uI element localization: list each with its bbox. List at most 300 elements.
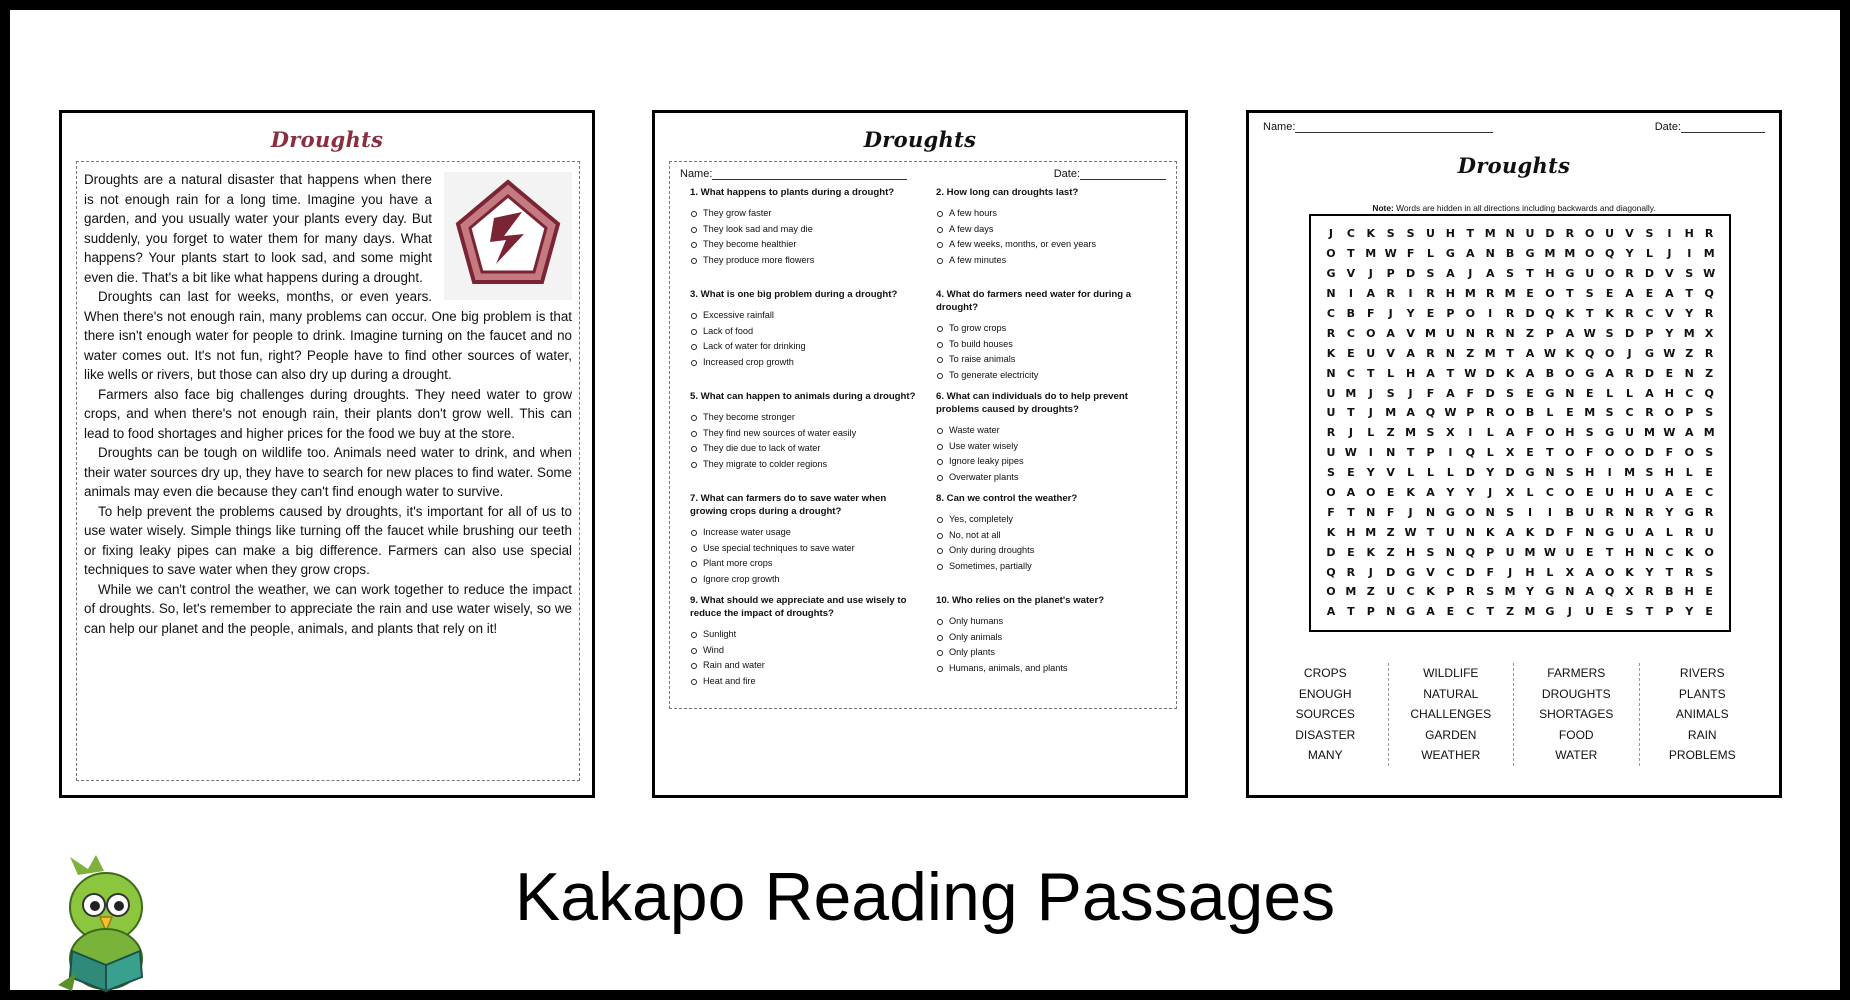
- grid-letter: O: [1585, 227, 1595, 241]
- grid-letter: I: [1448, 446, 1453, 460]
- grid-letter: Q: [1604, 585, 1615, 599]
- passage-paragraph: Droughts can last for weeks, months, or even years. When there's not enough rain, many problems can occur. One big problem is that there isn't enough water for people to drink. Imagine turning on the faucet and no water comes out. It's not fun, right? People have to find other sources of water, like wells or rivers, but those can also dry up during a drought.: [84, 289, 572, 382]
- grid-letter: O: [1664, 406, 1675, 420]
- answer-option: They migrate to colder regions: [690, 457, 920, 473]
- grid-letter: P: [1486, 545, 1495, 559]
- grid-letter: T: [1685, 287, 1694, 301]
- grid-letter: X: [1704, 326, 1714, 340]
- grid-row: [1321, 363, 1719, 383]
- grid-letter: R: [1386, 287, 1395, 301]
- grid-letter: X: [1446, 426, 1455, 440]
- brand-title: Kakapo Reading Passages: [514, 859, 1336, 935]
- grid-letter: M: [1544, 247, 1556, 261]
- word-item: SHORTAGES: [1539, 707, 1614, 722]
- grid-letter: N: [1684, 366, 1694, 380]
- grid-letter: N: [1505, 326, 1515, 340]
- grid-letter: R: [1565, 227, 1575, 241]
- answer-option: Rain and water: [690, 658, 920, 674]
- grid-letter: D: [1525, 307, 1535, 320]
- quiz-name-label: Name:: [680, 168, 713, 180]
- grid-letter: Y: [1665, 505, 1674, 519]
- quiz-name-date-row: [680, 168, 1166, 180]
- grid-letter: H: [1545, 267, 1555, 281]
- grid-letter: L: [1486, 446, 1494, 460]
- grid-letter: C: [1346, 366, 1355, 380]
- word-item: GARDEN: [1425, 727, 1477, 742]
- grid-letter: S: [1506, 386, 1515, 400]
- grid-letter: Q: [1465, 446, 1475, 460]
- grid-letter: M: [1345, 386, 1357, 400]
- grid-letter: J: [1368, 267, 1373, 281]
- grid-letter: F: [1486, 565, 1494, 579]
- word-item: FOOD: [1558, 727, 1594, 742]
- grid-letter: N: [1565, 386, 1575, 400]
- answer-option: To generate electricity: [936, 368, 1166, 384]
- grid-letter: J: [1368, 386, 1373, 400]
- grid-letter: H: [1585, 466, 1595, 480]
- answer-option: They die due to lack of water: [690, 441, 920, 457]
- drought-logo-image: [444, 172, 572, 300]
- grid-letter: M: [1643, 426, 1655, 440]
- grid-row: [1321, 403, 1719, 423]
- answer-option: Ignore leaky pipes: [936, 454, 1166, 470]
- grid-letter: E: [1585, 386, 1594, 400]
- answer-options: [690, 206, 920, 269]
- grid-letter: R: [1685, 565, 1694, 579]
- grid-letter: K: [1426, 585, 1435, 599]
- grid-letter: P: [1446, 585, 1455, 599]
- passage-paragraph: While we can't control the weather, we can work together to reduce the impact of droughts. So, let's remember to appreciate the rain and use water wisely, so we can help our planet and the people, animals, and plants that rely on it!: [84, 581, 572, 636]
- grid-letter: J: [1368, 565, 1373, 579]
- grid-letter: D: [1326, 545, 1336, 559]
- grid-letter: V: [1386, 466, 1395, 480]
- grid-letter: E: [1347, 545, 1355, 559]
- grid-letter: U: [1605, 486, 1615, 500]
- grid-letter: S: [1486, 585, 1495, 599]
- date-line: [1681, 132, 1765, 133]
- grid-letter: H: [1405, 366, 1416, 380]
- word-column: [1514, 663, 1640, 766]
- grid-letter: V: [1406, 326, 1415, 340]
- grid-row: [1321, 443, 1719, 463]
- grid-letter: I: [1607, 466, 1612, 480]
- grid-letter: D: [1624, 326, 1635, 340]
- grid-letter: Y: [1665, 326, 1674, 340]
- quiz-question: [690, 492, 920, 594]
- grid-letter: M: [1464, 287, 1476, 301]
- answer-option: Plant more crops: [690, 556, 920, 572]
- grid-letter: U: [1386, 585, 1396, 599]
- grid-letter: R: [1426, 287, 1435, 301]
- grid-letter: I: [1667, 227, 1672, 241]
- grid-letter: K: [1565, 307, 1575, 320]
- grid-letter: L: [1387, 366, 1395, 380]
- grid-letter: M: [1564, 247, 1576, 261]
- answer-option: Only humans: [936, 614, 1166, 630]
- answer-option: Humans, animals, and plants: [936, 661, 1166, 677]
- grid-letter: C: [1326, 307, 1335, 320]
- grid-letter: Z: [1386, 426, 1395, 440]
- answer-option: Only during droughts: [936, 543, 1166, 559]
- grid-letter: Z: [1506, 605, 1515, 619]
- grid-letter: S: [1386, 227, 1395, 241]
- wordsearch-note: [1249, 203, 1779, 213]
- grid-letter: D: [1644, 366, 1655, 380]
- grid-letter: G: [1525, 247, 1535, 261]
- grid-letter: V: [1665, 267, 1674, 281]
- grid-letter: M: [1345, 585, 1357, 599]
- grid-letter: A: [1505, 426, 1515, 440]
- word-item: PROBLEMS: [1668, 748, 1736, 763]
- grid-letter: D: [1406, 267, 1416, 281]
- grid-letter: F: [1466, 386, 1475, 400]
- quiz-question: [936, 186, 1166, 288]
- grid-letter: I: [1348, 287, 1353, 301]
- grid-row: [1321, 602, 1719, 622]
- grid-letter: S: [1585, 426, 1594, 440]
- grid-letter: A: [1446, 267, 1455, 281]
- grid-letter: U: [1625, 525, 1635, 539]
- question-text: 3. What is one big problem during a drought?: [690, 289, 898, 300]
- grid-letter: F: [1327, 505, 1335, 519]
- grid-row: [1321, 343, 1719, 363]
- word-item: DISASTER: [1295, 727, 1356, 742]
- grid-letter: Q: [1704, 287, 1714, 301]
- grid-letter: U: [1704, 525, 1714, 539]
- grid-letter: C: [1625, 406, 1634, 420]
- word-item: FARMERS: [1547, 666, 1606, 680]
- quiz-question: [690, 186, 920, 288]
- grid-letter: O: [1545, 287, 1555, 301]
- grid-letter: T: [1566, 287, 1574, 301]
- grid-letter: N: [1445, 346, 1455, 360]
- grid-letter: C: [1665, 545, 1674, 559]
- grid-letter: X: [1505, 446, 1515, 460]
- answer-option: A few days: [936, 222, 1166, 238]
- grid-letter: K: [1485, 525, 1495, 539]
- grid-letter: E: [1526, 446, 1534, 460]
- grid-letter: Z: [1526, 326, 1534, 340]
- grid-letter: J: [1627, 346, 1632, 360]
- quiz-question: [690, 288, 920, 390]
- grid-letter: E: [1386, 486, 1395, 500]
- grid-letter: D: [1644, 267, 1655, 281]
- passage-text: [84, 170, 572, 638]
- grid-letter: U: [1585, 605, 1595, 619]
- grid-letter: A: [1326, 605, 1336, 619]
- grid-letter: W: [1663, 346, 1676, 360]
- grid-letter: G: [1545, 605, 1555, 619]
- grid-letter: N: [1326, 287, 1336, 301]
- grid-letter: B: [1346, 307, 1356, 320]
- grid-letter: M: [1703, 247, 1715, 261]
- grid-letter: L: [1446, 466, 1454, 480]
- grid-letter: E: [1705, 605, 1713, 619]
- grid-letter: B: [1545, 366, 1555, 380]
- grid-row: [1321, 284, 1719, 304]
- answer-options: [690, 410, 920, 473]
- grid-row: [1321, 463, 1719, 483]
- grid-letter: S: [1685, 267, 1694, 281]
- word-item: RAIN: [1687, 727, 1717, 742]
- grid-letter: S: [1426, 267, 1435, 281]
- quiz-box: [669, 161, 1177, 709]
- word-item: DROUGHTS: [1541, 686, 1611, 701]
- grid-letter: L: [1665, 525, 1673, 539]
- grid-letter: E: [1665, 366, 1674, 380]
- grid-letter: O: [1326, 486, 1336, 500]
- grid-letter: L: [1685, 466, 1693, 480]
- grid-letter: U: [1585, 505, 1595, 519]
- grid-letter: N: [1386, 446, 1396, 460]
- grid-letter: O: [1366, 486, 1376, 500]
- grid-letter: O: [1684, 446, 1694, 460]
- grid-letter: Y: [1406, 307, 1415, 320]
- grid-letter: P: [1366, 605, 1375, 619]
- grid-letter: O: [1505, 406, 1515, 420]
- answer-option: A few hours: [936, 206, 1166, 222]
- grid-letter: T: [1367, 366, 1375, 380]
- grid-letter: M: [1703, 426, 1715, 440]
- grid-letter: C: [1346, 326, 1355, 340]
- grid-letter: E: [1585, 545, 1594, 559]
- grid-letter: A: [1366, 287, 1376, 301]
- grid-letter: G: [1545, 585, 1555, 599]
- grid-letter: W: [1464, 366, 1477, 380]
- quiz-title: Droughts: [863, 127, 977, 152]
- grid-letter: H: [1624, 486, 1635, 500]
- grid-letter: C: [1446, 565, 1455, 579]
- grid-letter: K: [1366, 545, 1376, 559]
- grid-letter: R: [1704, 505, 1714, 519]
- question-text: 6. What can individuals do to help prevent problems caused by droughts?: [936, 391, 1128, 415]
- grid-letter: S: [1705, 565, 1714, 579]
- grid-letter: T: [1585, 307, 1594, 320]
- grid-letter: P: [1426, 446, 1435, 460]
- grid-letter: P: [1446, 307, 1455, 320]
- grid-letter: O: [1565, 446, 1575, 460]
- word-item: PLANTS: [1678, 686, 1726, 701]
- grid-letter: S: [1705, 406, 1714, 420]
- grid-letter: F: [1367, 307, 1375, 320]
- grid-letter: I: [1488, 307, 1493, 320]
- grid-letter: Q: [1326, 565, 1336, 579]
- grid-letter: R: [1485, 326, 1495, 340]
- grid-row: [1321, 542, 1719, 562]
- grid-letter: U: [1366, 346, 1376, 360]
- grid-letter: W: [1583, 326, 1596, 340]
- grid-letter: K: [1625, 565, 1634, 579]
- grid-letter: C: [1645, 307, 1654, 320]
- grid-letter: F: [1406, 247, 1415, 261]
- grid-letter: W: [1384, 247, 1397, 261]
- grid-row: [1321, 304, 1719, 324]
- grid-letter: N: [1505, 227, 1515, 241]
- grid-letter: Y: [1526, 585, 1534, 599]
- grid-letter: V: [1346, 267, 1356, 281]
- grid-letter: E: [1605, 287, 1614, 301]
- grid-letter: J: [1667, 247, 1672, 261]
- grid-letter: O: [1604, 565, 1615, 579]
- grid-letter: T: [1645, 605, 1654, 619]
- grid-letter: N: [1386, 605, 1396, 619]
- grid-letter: H: [1664, 386, 1674, 400]
- grid-letter: A: [1386, 326, 1395, 340]
- answer-option: Use special techniques to save water: [690, 541, 920, 557]
- answer-options: [690, 525, 920, 588]
- grid-letter: A: [1665, 486, 1674, 500]
- grid-letter: N: [1465, 326, 1475, 340]
- grid-letter: I: [1408, 287, 1413, 301]
- grid-letter: K: [1685, 545, 1694, 559]
- grid-letter: Q: [1545, 307, 1555, 320]
- grid-letter: A: [1406, 406, 1415, 420]
- grid-letter: M: [1405, 426, 1417, 440]
- grid-letter: V: [1625, 227, 1634, 241]
- word-item: MANY: [1307, 748, 1343, 763]
- question-text: 5. What can happen to animals during a drought?: [690, 391, 916, 402]
- grid-letter: E: [1705, 466, 1713, 480]
- grid-letter: C: [1705, 486, 1714, 500]
- grid-letter: J: [1328, 227, 1333, 241]
- grid-letter: J: [1468, 267, 1473, 281]
- grid-letter: S: [1426, 545, 1435, 559]
- note-label: Note:: [1372, 203, 1394, 213]
- grid-letter: L: [1486, 426, 1494, 440]
- grid-letter: E: [1645, 287, 1654, 301]
- grid-letter: O: [1604, 446, 1615, 460]
- word-item: RIVERS: [1679, 666, 1725, 680]
- grid-letter: X: [1625, 585, 1634, 599]
- grid-letter: Y: [1486, 466, 1495, 480]
- grid-letter: M: [1484, 227, 1496, 241]
- grid-letter: A: [1585, 565, 1594, 579]
- word-item: ANIMALS: [1675, 707, 1729, 722]
- grid-letter: G: [1406, 605, 1416, 619]
- passage-paragraph: Droughts are a natural disaster that happens when there is not enough rain for a long time. Imagine you have a garden, and you usually water your plants every day. But suddenly, you forget to water them for many days. What happens? Your plants start to look sad, and some might even die. That's a bit like what happens during a drought.: [84, 172, 432, 285]
- answer-option: Waste water: [936, 423, 1166, 439]
- grid-letter: E: [1585, 486, 1594, 500]
- answer-option: Use water wisely: [936, 439, 1166, 455]
- answer-option: They find new sources of water easily: [690, 426, 920, 442]
- grid-letter: L: [1367, 426, 1375, 440]
- grid-letter: M: [1365, 247, 1377, 261]
- grid-letter: S: [1645, 227, 1654, 241]
- grid-letter: Q: [1425, 406, 1436, 420]
- grid-letter: A: [1426, 486, 1435, 500]
- grid-letter: O: [1604, 267, 1615, 281]
- grid-letter: G: [1326, 267, 1336, 281]
- grid-letter: R: [1485, 406, 1495, 420]
- answer-option: They become healthier: [690, 237, 920, 253]
- grid-letter: E: [1605, 605, 1614, 619]
- grid-letter: O: [1465, 505, 1475, 519]
- passage-title: Droughts: [270, 127, 384, 152]
- grid-row: [1321, 582, 1719, 602]
- grid-letter: H: [1565, 426, 1575, 440]
- grid-letter: V: [1426, 565, 1435, 579]
- grid-letter: J: [1567, 605, 1572, 619]
- grid-letter: T: [1605, 545, 1614, 559]
- grid-letter: W: [1543, 346, 1556, 360]
- grid-letter: T: [1347, 247, 1355, 261]
- wordsearch-name-label: Name:: [1263, 121, 1296, 133]
- answer-option: Sunlight: [690, 627, 920, 643]
- answer-option: Increase water usage: [690, 525, 920, 541]
- grid-letter: E: [1446, 605, 1455, 619]
- grid-letter: D: [1644, 446, 1655, 460]
- answer-option: They look sad and may die: [690, 222, 920, 238]
- grid-letter: M: [1524, 545, 1536, 559]
- answer-option: Heat and fire: [690, 674, 920, 690]
- grid-letter: G: [1565, 267, 1575, 281]
- grid-letter: E: [1705, 585, 1713, 599]
- grid-letter: X: [1565, 565, 1575, 579]
- question-text: 10. Who relies on the planet's water?: [936, 595, 1105, 606]
- grid-letter: K: [1326, 525, 1336, 539]
- grid-letter: J: [1388, 307, 1393, 320]
- grid-letter: U: [1644, 486, 1654, 500]
- grid-letter: D: [1465, 565, 1475, 579]
- grid-letter: A: [1585, 585, 1594, 599]
- grid-letter: A: [1525, 366, 1535, 380]
- grid-letter: J: [1408, 505, 1413, 519]
- grid-letter: S: [1645, 466, 1654, 480]
- grid-letter: O: [1465, 307, 1475, 320]
- grid-letter: O: [1565, 366, 1575, 380]
- grid-letter: O: [1545, 426, 1555, 440]
- grid-letter: L: [1626, 386, 1634, 400]
- grid-letter: T: [1426, 525, 1435, 539]
- grid-letter: L: [1606, 386, 1614, 400]
- grid-letter: O: [1326, 585, 1336, 599]
- grid-letter: H: [1664, 466, 1674, 480]
- grid-letter: L: [1645, 247, 1653, 261]
- grid-letter: A: [1505, 525, 1515, 539]
- grid-letter: A: [1605, 366, 1614, 380]
- grid-letter: E: [1526, 386, 1534, 400]
- grid-letter: M: [1624, 466, 1636, 480]
- grid-letter: A: [1685, 426, 1694, 440]
- grid-letter: C: [1406, 585, 1415, 599]
- grid-letter: M: [1484, 346, 1496, 360]
- grid-letter: M: [1504, 287, 1516, 301]
- word-item: CHALLENGES: [1410, 707, 1492, 722]
- grid-letter: A: [1645, 386, 1654, 400]
- grid-letter: H: [1624, 545, 1635, 559]
- grid-letter: G: [1684, 505, 1694, 519]
- grid-letter: E: [1347, 346, 1355, 360]
- quiz-question: [936, 288, 1166, 390]
- grid-letter: G: [1605, 426, 1615, 440]
- wordsearch-name-date-row: [1263, 121, 1765, 133]
- grid-letter: F: [1665, 446, 1674, 460]
- question-text: 8. Can we control the weather?: [936, 493, 1078, 504]
- letter-grid: [1309, 214, 1731, 632]
- grid-letter: A: [1426, 366, 1435, 380]
- word-item: NATURAL: [1423, 686, 1479, 701]
- answer-option: No, not at all: [936, 528, 1166, 544]
- grid-letter: P: [1645, 326, 1654, 340]
- grid-letter: A: [1466, 247, 1475, 261]
- grid-letter: G: [1445, 247, 1455, 261]
- grid-letter: R: [1505, 307, 1515, 320]
- grid-row: [1321, 522, 1719, 542]
- grid-row: [1321, 323, 1719, 343]
- answer-option: A few weeks, months, or even years: [936, 237, 1166, 253]
- grid-letter: O: [1585, 247, 1595, 261]
- grid-letter: S: [1326, 466, 1335, 480]
